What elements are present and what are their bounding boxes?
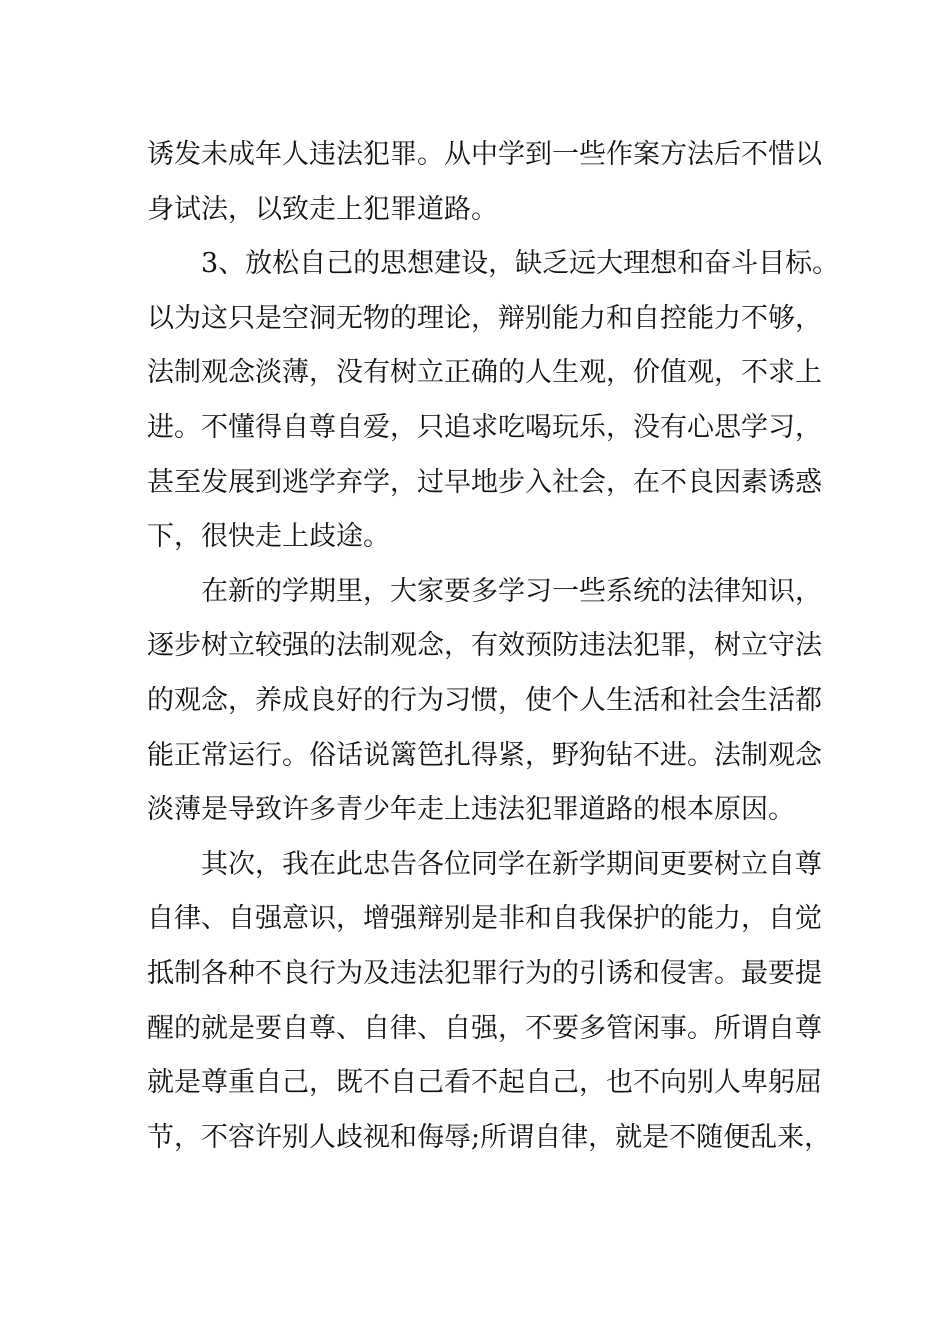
text-line: 甚至发展到逃学弃学，过早地步入社会，在不良因素诱惑 (147, 466, 822, 498)
text-line: 身试法，以致走上犯罪道路。 (147, 193, 498, 225)
text-line: 逐步树立较强的法制观念，有效预防违法犯罪，树立守法 (147, 630, 822, 662)
text-line: 能正常运行。俗话说篱笆扎得紧，野狗钻不进。法制观念 (147, 739, 822, 771)
text-line: 其次，我在此忠告各位同学在新学期间更要树立自尊 (201, 848, 822, 880)
text-line: 抵制各种不良行为及违法犯罪行为的引诱和侵害。最要提 (147, 957, 822, 989)
text-line: 的观念，养成良好的行为习惯，使个人生活和社会生活都 (147, 684, 822, 716)
text-line: 就是尊重自己，既不自己看不起自己，也不向别人卑躬屈 (147, 1067, 822, 1099)
document-body (147, 128, 840, 1165)
text-line: 节，不容许别人歧视和侮辱;所谓自律，就是不随便乱来， (147, 1121, 832, 1153)
text-line: 淡薄是导致许多青少年走上违法犯罪道路的根本原因。 (147, 794, 795, 826)
text-line: 法制观念淡薄，没有树立正确的人生观，价值观，不求上 (147, 357, 822, 389)
text-line: 诱发未成年人违法犯罪。从中学到一些作案方法后不惜以 (147, 139, 822, 170)
text-line: 在新的学期里，大家要多学习一些系统的法律知识， (201, 575, 822, 607)
text-line: 自律、自强意识，增强辩别是非和自我保护的能力，自觉 (147, 903, 822, 935)
text-line: 下，很快走上歧途。 (147, 521, 390, 553)
text-line: 3、放松自己的思想建设，缺乏远大理想和奋斗目标。 (201, 248, 840, 280)
text-line: 进。不懂得自尊自爱，只追求吃喝玩乐，没有心思学习， (147, 411, 822, 443)
text-line: 醒的就是要自尊、自律、自强，不要多管闲事。所谓自尊 (147, 1012, 822, 1044)
text-line: 以为这只是空洞无物的理论，辩别能力和自控能力不够， (147, 302, 822, 334)
